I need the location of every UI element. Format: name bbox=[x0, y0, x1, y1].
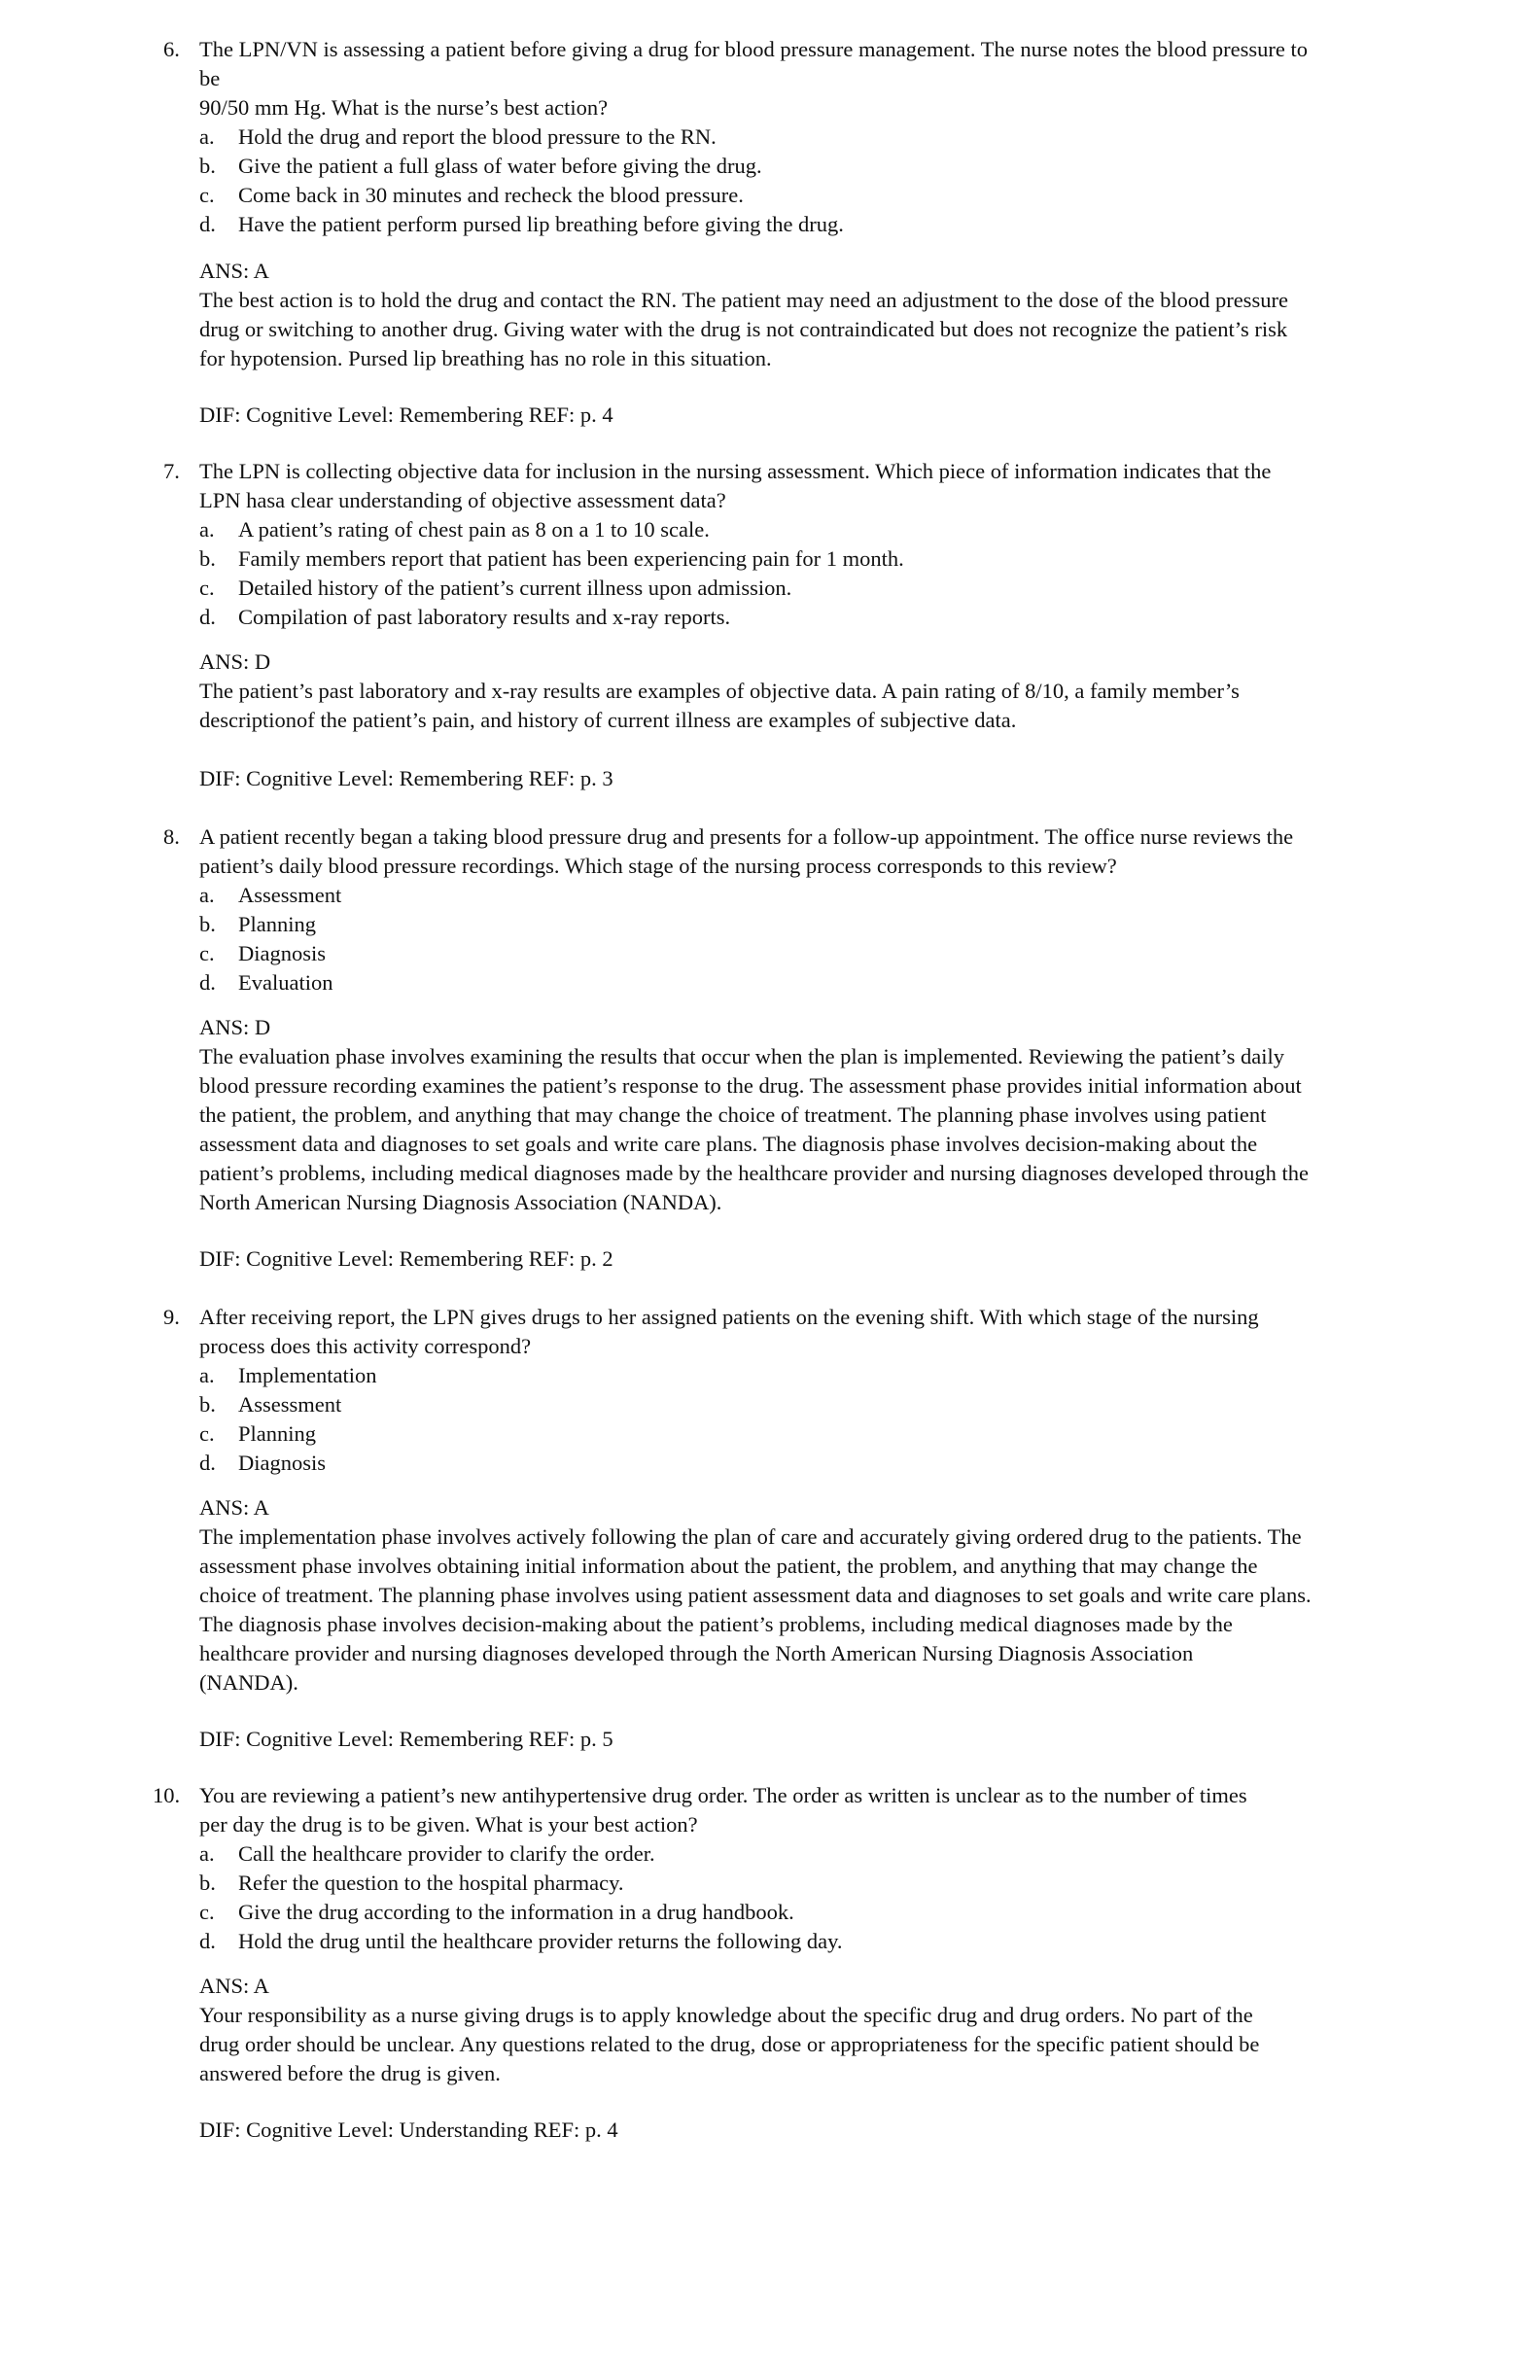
stem-line: 90/50 mm Hg. What is the nurse’s best action? bbox=[199, 95, 609, 120]
difficulty-reference bbox=[199, 1725, 613, 1754]
option-d bbox=[199, 968, 1426, 998]
option-c bbox=[199, 939, 1426, 968]
question-stem bbox=[199, 1303, 1426, 1361]
rationale-line: choice of treatment. The planning phase involves using patient assessment data and diagnoses to set goals and write care plans. bbox=[199, 1583, 1312, 1607]
stem-line: The LPN is collecting objective data for inclusion in the nursing assessment. Which piece of information indicates that the bbox=[199, 459, 1272, 483]
option-c bbox=[199, 1419, 1426, 1449]
rationale-line: Your responsibility as a nurse giving drugs is to apply knowledge about the specific drug and drug orders. No part of the bbox=[199, 2003, 1253, 2027]
question-stem bbox=[199, 457, 1426, 515]
rationale-line: The evaluation phase involves examining the results that occur when the plan is implemented. Reviewing the patient’s daily bbox=[199, 1044, 1284, 1068]
option-letter: a. bbox=[199, 1363, 215, 1387]
option-text: Compilation of past laboratory results and x-ray reports. bbox=[238, 605, 731, 629]
stem-line: patient’s daily blood pressure recordings. Which stage of the nursing process corresponds to this review? bbox=[199, 854, 1117, 878]
dif-label: DIF: bbox=[199, 1246, 241, 1271]
option-text: Planning bbox=[238, 1421, 317, 1446]
option-letter: c. bbox=[199, 576, 215, 600]
option-text: Evaluation bbox=[238, 970, 333, 995]
option-b bbox=[199, 910, 1426, 939]
option-text: Call the healthcare provider to clarify the order. bbox=[238, 1841, 655, 1866]
answer-key: ANS: D bbox=[199, 1015, 271, 1039]
option-b bbox=[199, 152, 1426, 181]
option-text: A patient’s rating of chest pain as 8 on a 1 to 10 scale. bbox=[238, 517, 710, 542]
rationale-line: patient’s problems, including medical diagnoses made by the healthcare provider and nursing diagnoses developed through the bbox=[199, 1161, 1309, 1185]
rationale-line: (NANDA). bbox=[199, 1670, 298, 1695]
stem-line: You are reviewing a patient’s new antihypertensive drug order. The order as written is unclear as to the number of times bbox=[199, 1783, 1247, 1807]
cognitive-level: Cognitive Level: Remembering bbox=[246, 766, 524, 790]
option-text: Family members report that patient has been experiencing pain for 1 month. bbox=[238, 546, 904, 571]
option-letter: b. bbox=[199, 1871, 216, 1895]
option-letter: d. bbox=[199, 605, 216, 629]
cognitive-level: Cognitive Level: Remembering bbox=[246, 1727, 524, 1751]
answer-key: ANS: A bbox=[199, 1495, 269, 1520]
option-c bbox=[199, 574, 1426, 603]
question-number: 6. bbox=[163, 37, 180, 61]
option-c bbox=[199, 1898, 1426, 1927]
option-letter: a. bbox=[199, 1841, 215, 1866]
option-text: Planning bbox=[238, 912, 317, 936]
option-text: Give the drug according to the information in a drug handbook. bbox=[238, 1900, 794, 1924]
option-text: Diagnosis bbox=[238, 941, 326, 965]
option-text: Diagnosis bbox=[238, 1451, 326, 1475]
rationale-line: blood pressure recording examines the patient’s response to the drug. The assessment phase provides initial information about bbox=[199, 1073, 1302, 1098]
option-b bbox=[199, 1869, 1426, 1898]
option-letter: c. bbox=[199, 183, 215, 207]
option-c bbox=[199, 181, 1426, 210]
rationale-line: The best action is to hold the drug and contact the RN. The patient may need an adjustment to the dose of the blood pressure bbox=[199, 288, 1288, 312]
option-a bbox=[199, 1361, 1426, 1390]
difficulty-reference bbox=[199, 1244, 613, 1274]
difficulty-reference bbox=[199, 2116, 618, 2145]
page-reference: REF: p. 4 bbox=[528, 402, 613, 427]
answer-options bbox=[199, 1839, 1426, 1956]
dif-label: DIF: bbox=[199, 2118, 241, 2142]
page-reference: REF: p. 4 bbox=[533, 2118, 618, 2142]
option-text: Detailed history of the patient’s current illness upon admission. bbox=[238, 576, 792, 600]
option-letter: a. bbox=[199, 517, 215, 542]
stem-line: be bbox=[199, 66, 221, 90]
option-letter: d. bbox=[199, 970, 216, 995]
rationale bbox=[199, 286, 1426, 373]
option-text: Have the patient perform pursed lip breathing before giving the drug. bbox=[238, 212, 844, 236]
rationale-line: The implementation phase involves actively following the plan of care and accurately giving ordered drug to the patients. The bbox=[199, 1524, 1302, 1549]
option-letter: d. bbox=[199, 212, 216, 236]
rationale-line: The patient’s past laboratory and x-ray results are examples of objective data. A pain rating of 8/10, a family member’s bbox=[199, 679, 1240, 703]
option-b bbox=[199, 544, 1426, 574]
page-reference: REF: p. 2 bbox=[528, 1246, 613, 1271]
stem-line: A patient recently began a taking blood pressure drug and presents for a follow-up appointment. The office nurse reviews the bbox=[199, 824, 1294, 849]
rationale bbox=[199, 1042, 1426, 1217]
rationale-line: The diagnosis phase involves decision-making about the patient’s problems, including medical diagnoses made by the bbox=[199, 1612, 1233, 1636]
rationale-line: assessment data and diagnoses to set goals and write care plans. The diagnosis phase involves decision-making about the bbox=[199, 1132, 1258, 1156]
option-b bbox=[199, 1390, 1426, 1419]
question-number: 9. bbox=[163, 1305, 180, 1329]
cognitive-level: Cognitive Level: Remembering bbox=[246, 1246, 524, 1271]
option-letter: b. bbox=[199, 154, 216, 178]
option-text: Hold the drug until the healthcare provider returns the following day. bbox=[238, 1929, 843, 1953]
answer-options bbox=[199, 1361, 1426, 1478]
rationale-line: answered before the drug is given. bbox=[199, 2061, 501, 2085]
option-letter: b. bbox=[199, 1392, 216, 1417]
answer-key: ANS: D bbox=[199, 649, 271, 674]
dif-label: DIF: bbox=[199, 1727, 241, 1751]
option-letter: d. bbox=[199, 1451, 216, 1475]
option-a bbox=[199, 515, 1426, 544]
rationale-line: drug order should be unclear. Any questions related to the drug, dose or appropriateness for the specific patient should be bbox=[199, 2032, 1260, 2056]
answer-key: ANS: A bbox=[199, 259, 269, 283]
question-stem bbox=[199, 1781, 1426, 1839]
option-d bbox=[199, 1927, 1426, 1956]
answer-options bbox=[199, 122, 1426, 239]
stem-line: After receiving report, the LPN gives drugs to her assigned patients on the evening shift. With which stage of the nursing bbox=[199, 1305, 1259, 1329]
rationale-line: drug or switching to another drug. Giving water with the drug is not contraindicated but does not recognize the patient’s risk bbox=[199, 317, 1288, 341]
answer-options bbox=[199, 515, 1426, 632]
option-d bbox=[199, 1449, 1426, 1478]
option-d bbox=[199, 210, 1426, 239]
page-reference: REF: p. 5 bbox=[528, 1727, 613, 1751]
option-letter: c. bbox=[199, 1900, 215, 1924]
question-stem bbox=[199, 822, 1426, 881]
option-text: Implementation bbox=[238, 1363, 377, 1387]
dif-label: DIF: bbox=[199, 766, 241, 790]
cognitive-level: Cognitive Level: Remembering bbox=[246, 402, 524, 427]
stem-line: LPN hasa clear understanding of objective assessment data? bbox=[199, 488, 726, 512]
option-text: Assessment bbox=[238, 883, 342, 907]
rationale-line: healthcare provider and nursing diagnoses developed through the North American Nursing Diagnosis Association bbox=[199, 1641, 1194, 1665]
question-stem bbox=[199, 35, 1426, 122]
stem-line: process does this activity correspond? bbox=[199, 1334, 532, 1358]
option-letter: b. bbox=[199, 912, 216, 936]
dif-label: DIF: bbox=[199, 402, 241, 427]
option-letter: a. bbox=[199, 124, 215, 149]
option-letter: a. bbox=[199, 883, 215, 907]
rationale bbox=[199, 677, 1426, 735]
stem-line: The LPN/VN is assessing a patient before giving a drug for blood pressure management. The nurse notes the blood pressure to bbox=[199, 37, 1308, 61]
rationale-line: descriptionof the patient’s pain, and history of current illness are examples of subjective data. bbox=[199, 708, 1017, 732]
option-text: Hold the drug and report the blood pressure to the RN. bbox=[238, 124, 717, 149]
option-text: Give the patient a full glass of water before giving the drug. bbox=[238, 154, 762, 178]
rationale bbox=[199, 2001, 1426, 2088]
option-letter: c. bbox=[199, 941, 215, 965]
option-a bbox=[199, 881, 1426, 910]
difficulty-reference bbox=[199, 401, 613, 430]
question-number: 8. bbox=[163, 824, 180, 849]
answer-options bbox=[199, 881, 1426, 998]
option-letter: c. bbox=[199, 1421, 215, 1446]
option-letter: d. bbox=[199, 1929, 216, 1953]
stem-line: per day the drug is to be given. What is your best action? bbox=[199, 1812, 698, 1837]
question-number: 10. bbox=[153, 1783, 181, 1807]
option-text: Assessment bbox=[238, 1392, 342, 1417]
difficulty-reference bbox=[199, 764, 613, 793]
rationale-line: for hypotension. Pursed lip breathing has no role in this situation. bbox=[199, 346, 772, 370]
cognitive-level: Cognitive Level: Understanding bbox=[246, 2118, 529, 2142]
option-letter: b. bbox=[199, 546, 216, 571]
answer-key: ANS: A bbox=[199, 1974, 269, 1998]
option-text: Come back in 30 minutes and recheck the blood pressure. bbox=[238, 183, 744, 207]
option-a bbox=[199, 122, 1426, 152]
rationale bbox=[199, 1522, 1426, 1698]
option-text: Refer the question to the hospital pharmacy. bbox=[238, 1871, 624, 1895]
option-d bbox=[199, 603, 1426, 632]
rationale-line: assessment phase involves obtaining initial information about the patient, the problem, and anything that may change the bbox=[199, 1554, 1258, 1578]
option-a bbox=[199, 1839, 1426, 1869]
rationale-line: North American Nursing Diagnosis Association (NANDA). bbox=[199, 1190, 722, 1214]
question-number: 7. bbox=[163, 459, 180, 483]
page-reference: REF: p. 3 bbox=[528, 766, 613, 790]
rationale-line: the patient, the problem, and anything that may change the choice of treatment. The planning phase involves using patient bbox=[199, 1102, 1267, 1127]
